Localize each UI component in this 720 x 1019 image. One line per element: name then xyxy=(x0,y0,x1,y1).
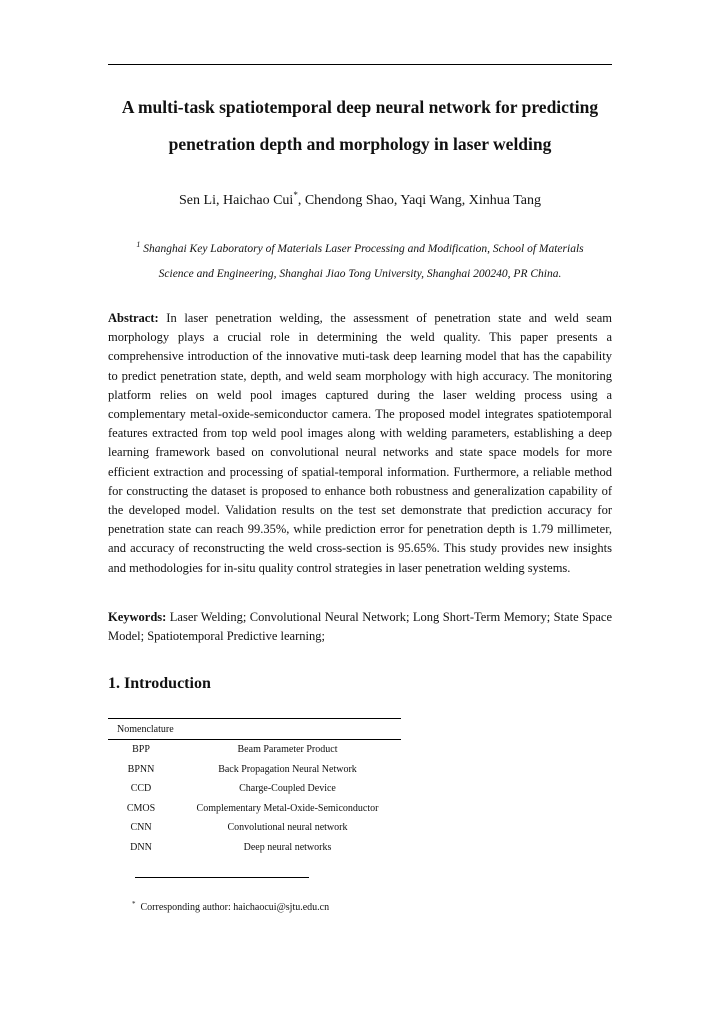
footnote-rule xyxy=(135,877,309,878)
abstract xyxy=(108,309,612,578)
nomenclature-row xyxy=(108,760,401,780)
nomenclature-row xyxy=(108,818,401,838)
nomenclature-row xyxy=(108,799,401,819)
nomenclature-header: Nomenclature xyxy=(108,719,401,740)
affiliation-marker: 1 xyxy=(136,240,141,249)
keywords-label: Keywords: xyxy=(108,610,167,624)
affiliation-line-1 xyxy=(60,240,660,255)
nomenclature-definition: Deep neural networks xyxy=(243,841,332,853)
nomenclature-abbr: BPNN xyxy=(127,763,155,775)
corresponding-author-mark: * xyxy=(293,190,298,200)
keywords xyxy=(108,608,612,646)
footnote-mark: * xyxy=(132,900,136,908)
nomenclature-abbr: CNN xyxy=(130,822,152,833)
nomenclature-definition: Back Propagation Neural Network xyxy=(218,763,357,775)
affiliation-text-1: Shanghai Key Laboratory of Materials Laser Processing and Modification, School of Materials xyxy=(143,243,584,255)
nomenclature-abbr: CMOS xyxy=(126,802,156,814)
abstract-text: In laser penetration welding, the assessment of penetration state and weld seam morphology plays a crucial role in determining the weld quality. This paper presents a comprehensive introduction of the innovative muti-task deep learning model that has the capability to predict penetration state, depth, and weld seam morphology with high accuracy. The monitoring platform relies on weld pool images captured during the laser welding process using a complementary metal-oxide-semiconductor camera. The proposed model integrates spatiotemporal features extracted from top weld pool images along with welding parameters, establishing a deep learning framework based on convolutional neural networks and state space models for more efficient extraction and processing of spatial-temporal information. Furthermore, a reliable method for constructing the dataset is proposed to enhance both robustness and generalization capability of the developed model. Validation results on the test set demonstrate that prediction accuracy for penetration state can reach 99.35%, while prediction error for penetration depth is 1.79 millimeter, and accuracy of reconstructing the weld cross-section is 95.65%. This study provides new insights and methodologies for in-situ quality control strategies in laser penetration welding systems. xyxy=(108,311,612,575)
nomenclature-abbr: BPP xyxy=(132,744,150,755)
author-names-end: , Chendong Shao, Yaqi Wang, Xinhua Tang xyxy=(297,193,541,208)
abstract-label: Abstract: xyxy=(108,311,159,325)
nomenclature-definition: Charge-Coupled Device xyxy=(239,783,336,794)
nomenclature-definition: Convolutional neural network xyxy=(227,822,348,833)
header-rule xyxy=(108,64,612,65)
section-heading-introduction: 1. Introduction xyxy=(108,675,211,692)
paper-title-line-2: penetration depth and morphology in laser welding xyxy=(168,134,552,154)
nomenclature-row xyxy=(108,779,401,799)
nomenclature-definition: Complementary Metal-Oxide-Semiconductor xyxy=(196,802,379,814)
nomenclature-abbr: CCD xyxy=(130,783,152,794)
keywords-text: Laser Welding; Convolutional Neural Network; Long Short-Term Memory; State Space Model; Spatiotemporal Predictive learning; xyxy=(108,610,612,644)
nomenclature-abbr: DNN xyxy=(130,841,152,853)
nomenclature-row xyxy=(108,740,401,760)
author-names-start: Sen Li, Haichao Cui xyxy=(179,193,294,208)
nomenclature-table xyxy=(108,718,401,857)
footnote xyxy=(132,900,329,913)
paper-title-line-1: A multi-task spatiotemporal deep neural network for predicting xyxy=(121,97,599,117)
affiliation-line-2: Science and Engineering, Shanghai Jiao Tong University, Shanghai 200240, PR China. xyxy=(158,268,562,280)
footnote-text: Corresponding author: haichaocui@sjtu.edu.cn xyxy=(140,902,330,913)
author-list xyxy=(60,190,660,209)
nomenclature-row xyxy=(108,838,401,858)
nomenclature-definition: Beam Parameter Product xyxy=(237,744,338,755)
